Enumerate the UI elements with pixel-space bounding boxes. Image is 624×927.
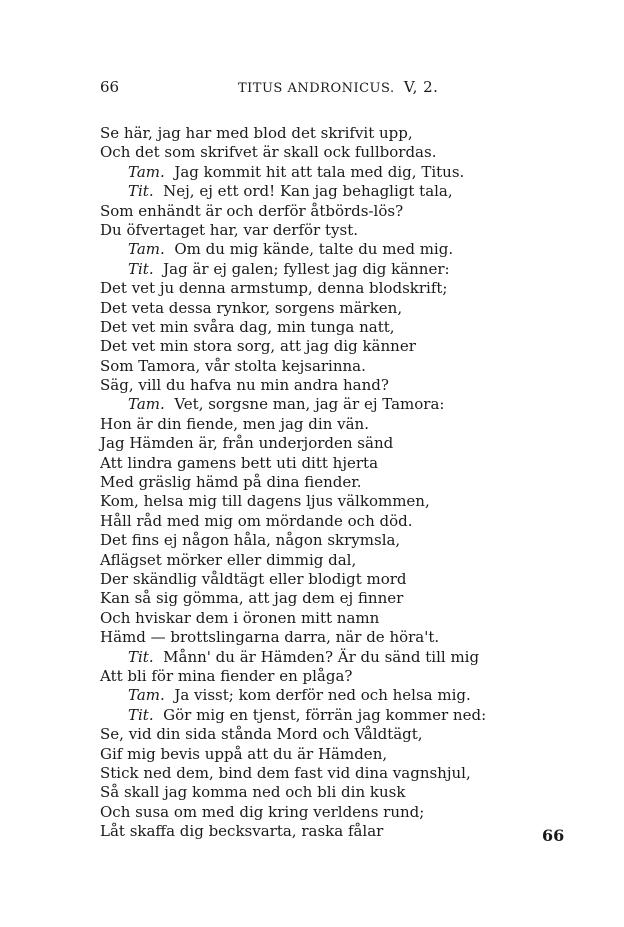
verse-line-text: Se, vid din sida stånda Mord och Våldtägt, <box>100 725 423 744</box>
verse-line <box>100 648 540 667</box>
verse-line <box>100 337 540 356</box>
verse-line-text: Du öfvertaget har, var derför tyst. <box>100 220 358 239</box>
verse-line <box>100 686 540 705</box>
verse-line <box>100 783 540 802</box>
verse-line <box>100 745 540 764</box>
verse-line <box>100 240 540 259</box>
verse-line <box>100 434 540 453</box>
running-title <box>238 78 438 96</box>
verse-line <box>100 551 540 570</box>
verse-line <box>100 512 540 531</box>
verse-line-text: Gör mig en tjenst, förrän jag kommer ned: <box>163 705 487 724</box>
verse-line-text: Håll råd med mig om mördande och död. <box>100 511 413 530</box>
verse-line-text: Aflägset mörker eller dimmig dal, <box>100 550 357 569</box>
verse-line <box>100 473 540 492</box>
verse-line-text: Som Tamora, vår stolta kejsarinna. <box>100 356 366 375</box>
verse-line <box>100 376 540 395</box>
verse-line-text: Jag kommit hit att tala med dig, Titus. <box>174 162 465 181</box>
verse-line-text: Stick ned dem, bind dem fast vid dina vagnshjul, <box>100 763 471 782</box>
verse-line-text: Kom, helsa mig till dagens ljus välkommen, <box>100 492 430 511</box>
verse-line-text: Med gräslig hämd på dina fiender. <box>100 473 362 492</box>
verse-line <box>100 415 540 434</box>
verse-line <box>100 124 540 143</box>
verse-line-text: Och det som skrifvet är skall ock fullbordas. <box>100 143 437 162</box>
verse-line <box>100 570 540 589</box>
verse-line-text: Der skändlig våldtägt eller blodigt mord <box>100 569 407 588</box>
page-number: 66 <box>100 78 120 96</box>
verse-line-text: Se här, jag har med blod det skrifvit upp, <box>100 124 413 142</box>
speaker-name: Tam. <box>128 395 165 414</box>
speaker-name: Tam. <box>128 240 165 259</box>
speaker-name: Tit. <box>128 705 154 724</box>
verse-line-text: Så skall jag komma ned och bli din kusk <box>100 783 406 802</box>
verse-line <box>100 609 540 628</box>
verse-line-text: Det vet min stora sorg, att jag dig känner <box>100 337 416 356</box>
verse-line-text: Att bli för mina fiender en plåga? <box>100 666 353 685</box>
verse-line-text: Nej, ej ett ord! Kan jag behagligt tala, <box>163 182 453 201</box>
verse-text <box>100 124 540 841</box>
verse-line-text: Månn' du är Hämden? Är du sänd till mig <box>163 647 480 666</box>
speaker-name: Tit. <box>128 647 154 666</box>
verse-line <box>100 182 540 201</box>
verse-line-text: Och hviskar dem i öronen mitt namn <box>100 608 380 627</box>
verse-line <box>100 764 540 783</box>
verse-line <box>100 667 540 686</box>
verse-line <box>100 318 540 337</box>
verse-line <box>100 531 540 550</box>
running-title-text: TITUS ANDRONICUS. <box>238 81 395 96</box>
verse-line <box>100 803 540 822</box>
verse-line <box>100 706 540 725</box>
verse-line <box>100 260 540 279</box>
verse-line <box>100 299 540 318</box>
verse-line-text: Jag är ej galen; fyllest jag dig känner: <box>163 259 450 278</box>
verse-line-text: Säg, vill du hafva nu min andra hand? <box>100 376 389 395</box>
folio-number: 66 <box>542 826 565 845</box>
verse-line-text: Som enhändt är och derför åtbörds-lös? <box>100 201 404 220</box>
verse-line-text: Det vet min svåra dag, min tunga natt, <box>100 317 395 336</box>
verse-line-text: Om du mig kände, talte du med mig. <box>174 240 454 259</box>
verse-line <box>100 221 540 240</box>
verse-line <box>100 163 540 182</box>
page-header <box>100 78 520 100</box>
verse-line <box>100 395 540 414</box>
act-scene: V, 2. <box>403 78 439 96</box>
verse-line-text: Hon är din fiende, men jag din vän. <box>100 414 369 433</box>
verse-line-text: Hämd — brottslingarna darra, när de höra't. <box>100 628 440 647</box>
speaker-name: Tam. <box>128 162 165 181</box>
verse-line-text: Att lindra gamens bett uti ditt hjerta <box>100 453 379 472</box>
verse-line-text: Det vet ju denna armstump, denna blodskrift; <box>100 279 448 298</box>
verse-line-text: Det fins ej någon håla, någon skrymsla, <box>100 531 401 550</box>
verse-line-text: Kan så sig gömma, att jag dem ej finner <box>100 589 404 608</box>
verse-line <box>100 589 540 608</box>
verse-line-text: Jag Hämden är, från underjorden sänd <box>100 434 394 453</box>
verse-line <box>100 357 540 376</box>
verse-line-text: Och susa om med dig kring verldens rund; <box>100 802 425 821</box>
verse-line-text: Låt skaffa dig becksvarta, raska fålar <box>100 822 384 841</box>
verse-line-text: Ja visst; kom derför ned och helsa mig. <box>174 686 471 705</box>
verse-line-text: Det veta dessa rynkor, sorgens märken, <box>100 298 403 317</box>
verse-line-text: Gif mig bevis uppå att du är Hämden, <box>100 744 388 763</box>
speaker-name: Tit. <box>128 259 154 278</box>
verse-line <box>100 628 540 647</box>
speaker-name: Tam. <box>128 686 165 705</box>
verse-line <box>100 202 540 221</box>
verse-line <box>100 492 540 511</box>
verse-line <box>100 822 540 841</box>
verse-line <box>100 279 540 298</box>
verse-line <box>100 725 540 744</box>
speaker-name: Tit. <box>128 182 154 201</box>
verse-line-text: Vet, sorgsne man, jag är ej Tamora: <box>174 395 445 414</box>
verse-line <box>100 143 540 162</box>
verse-line <box>100 454 540 473</box>
